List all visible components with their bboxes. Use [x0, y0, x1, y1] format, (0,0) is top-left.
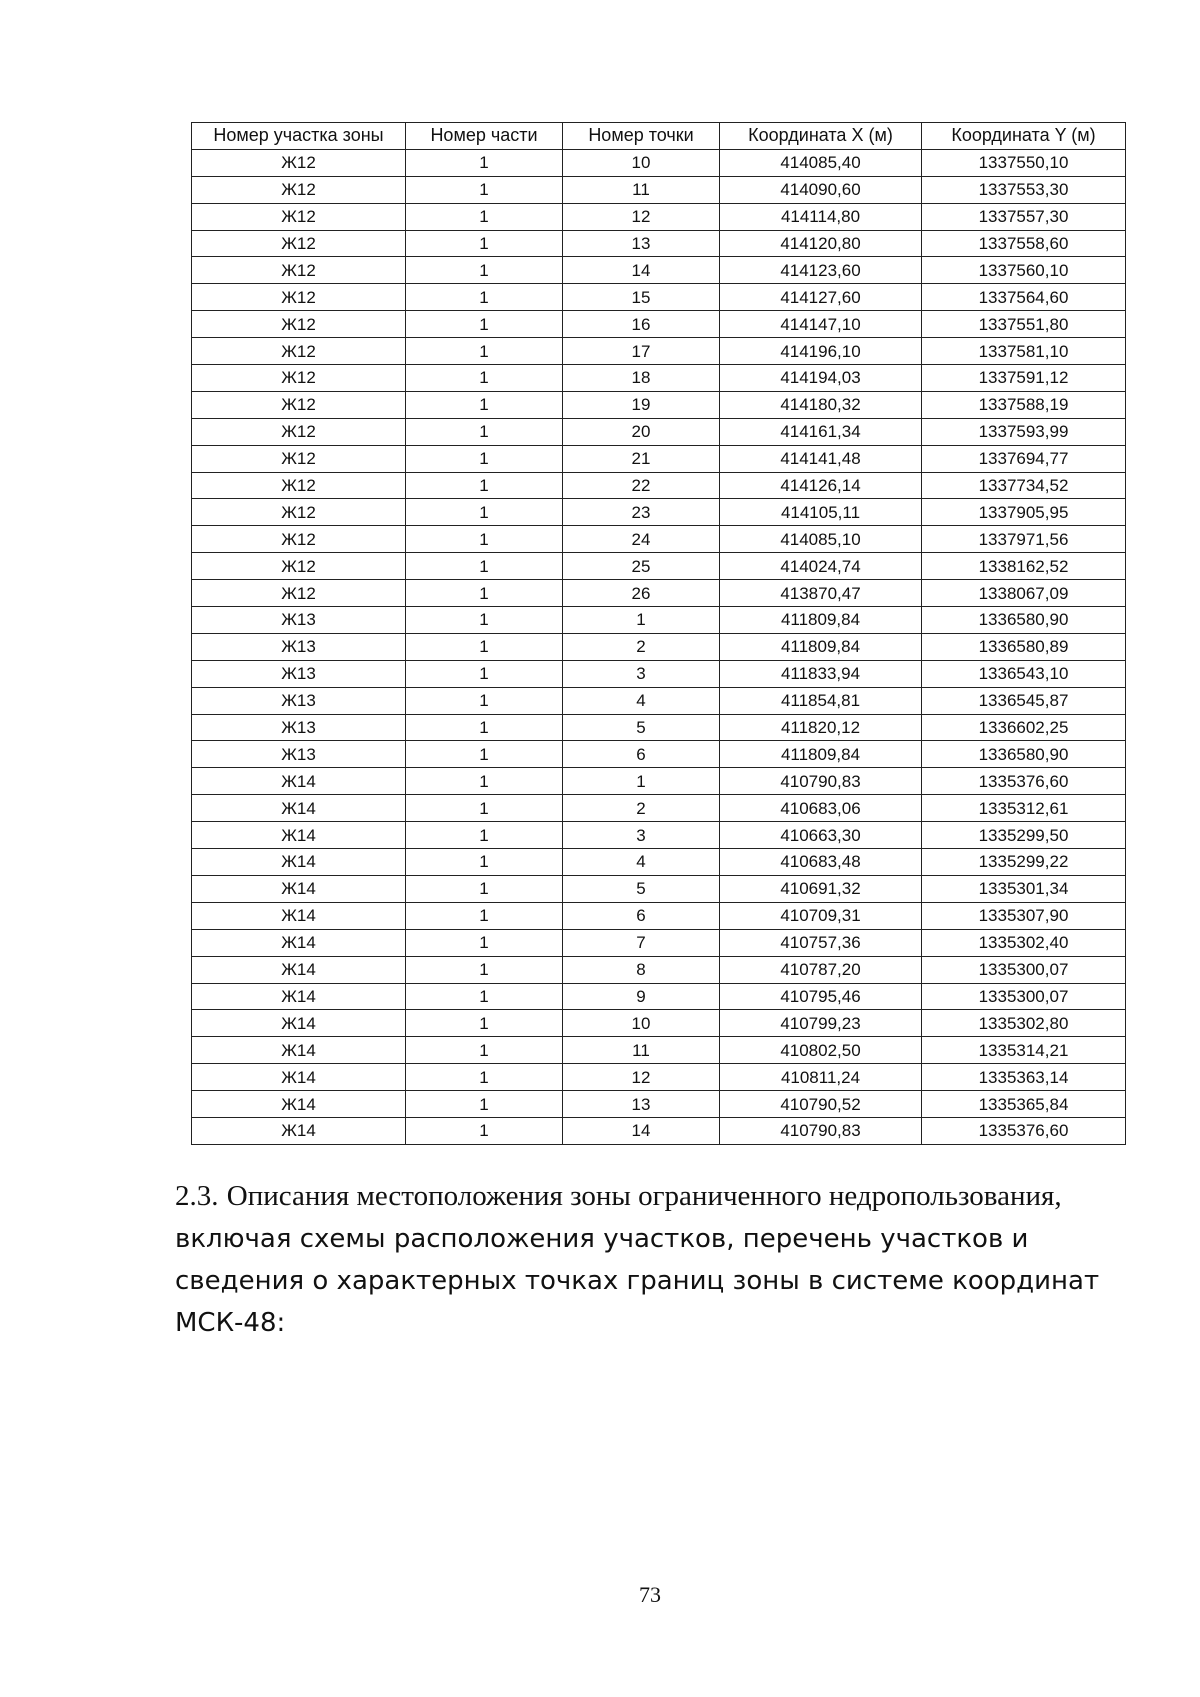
cell-coordinate-x: 410802,50: [720, 1037, 922, 1064]
cell-coordinate-y: 1336580,90: [922, 607, 1126, 634]
cell-coordinate-x: 410795,46: [720, 983, 922, 1010]
table-row: [192, 311, 1126, 338]
cell-part-number: 1: [406, 311, 563, 338]
cell-part-number: 1: [406, 1010, 563, 1037]
cell-zone-plot: Ж12: [192, 526, 406, 553]
cell-coordinate-x: 411809,84: [720, 741, 922, 768]
cell-part-number: 1: [406, 149, 563, 176]
coordinates-table: [191, 122, 1126, 1145]
cell-part-number: 1: [406, 607, 563, 634]
table-row: [192, 607, 1126, 634]
cell-part-number: 1: [406, 875, 563, 902]
cell-coordinate-y: 1337551,80: [922, 311, 1126, 338]
cell-zone-plot: Ж12: [192, 257, 406, 284]
cell-point-number: 1: [563, 607, 720, 634]
cell-part-number: 1: [406, 365, 563, 392]
cell-part-number: 1: [406, 849, 563, 876]
table-row: [192, 687, 1126, 714]
cell-point-number: 19: [563, 391, 720, 418]
table-row: [192, 176, 1126, 203]
cell-part-number: 1: [406, 768, 563, 795]
cell-coordinate-y: 1335365,84: [922, 1091, 1126, 1118]
cell-zone-plot: Ж13: [192, 607, 406, 634]
cell-part-number: 1: [406, 445, 563, 472]
cell-zone-plot: Ж12: [192, 365, 406, 392]
section-number: 2.3.: [175, 1180, 219, 1212]
table-row: [192, 499, 1126, 526]
cell-point-number: 9: [563, 983, 720, 1010]
cell-point-number: 2: [563, 795, 720, 822]
cell-coordinate-x: 411809,84: [720, 633, 922, 660]
cell-point-number: 13: [563, 1091, 720, 1118]
table-row: [192, 929, 1126, 956]
cell-point-number: 21: [563, 445, 720, 472]
cell-zone-plot: Ж12: [192, 311, 406, 338]
table-row: [192, 1064, 1126, 1091]
cell-part-number: 1: [406, 553, 563, 580]
table-row: [192, 768, 1126, 795]
cell-coordinate-y: 1337588,19: [922, 391, 1126, 418]
cell-coordinate-y: 1335299,50: [922, 822, 1126, 849]
cell-zone-plot: Ж12: [192, 580, 406, 607]
cell-coordinate-y: 1336580,89: [922, 633, 1126, 660]
cell-coordinate-x: 410790,52: [720, 1091, 922, 1118]
cell-coordinate-x: 414120,80: [720, 230, 922, 257]
cell-part-number: 1: [406, 983, 563, 1010]
table-row: [192, 1117, 1126, 1144]
table-row: [192, 902, 1126, 929]
cell-part-number: 1: [406, 714, 563, 741]
cell-point-number: 13: [563, 230, 720, 257]
cell-coordinate-x: 411854,81: [720, 687, 922, 714]
cell-zone-plot: Ж12: [192, 472, 406, 499]
cell-part-number: 1: [406, 1064, 563, 1091]
cell-coordinate-x: 410691,32: [720, 875, 922, 902]
table-row: [192, 580, 1126, 607]
cell-coordinate-y: 1335307,90: [922, 902, 1126, 929]
cell-point-number: 3: [563, 822, 720, 849]
cell-point-number: 2: [563, 633, 720, 660]
cell-point-number: 25: [563, 553, 720, 580]
cell-zone-plot: Ж14: [192, 1064, 406, 1091]
table-row: [192, 338, 1126, 365]
cell-zone-plot: Ж14: [192, 822, 406, 849]
header-coordinate-y: Координата Y (м): [922, 123, 1126, 150]
table-row: [192, 418, 1126, 445]
table-row: [192, 553, 1126, 580]
cell-coordinate-y: 1335376,60: [922, 1117, 1126, 1144]
cell-point-number: 5: [563, 875, 720, 902]
cell-part-number: 1: [406, 902, 563, 929]
cell-coordinate-y: 1335363,14: [922, 1064, 1126, 1091]
cell-coordinate-x: 410663,30: [720, 822, 922, 849]
header-coordinate-x: Координата X (м): [720, 123, 922, 150]
cell-part-number: 1: [406, 1091, 563, 1118]
cell-coordinate-x: 410790,83: [720, 768, 922, 795]
cell-coordinate-x: 414196,10: [720, 338, 922, 365]
cell-coordinate-x: 414141,48: [720, 445, 922, 472]
cell-coordinate-x: 414090,60: [720, 176, 922, 203]
cell-point-number: 4: [563, 687, 720, 714]
cell-coordinate-y: 1337591,12: [922, 365, 1126, 392]
table-row: [192, 660, 1126, 687]
header-zone-plot: Номер участка зоны: [192, 123, 406, 150]
cell-zone-plot: Ж12: [192, 203, 406, 230]
cell-part-number: 1: [406, 633, 563, 660]
cell-part-number: 1: [406, 795, 563, 822]
cell-part-number: 1: [406, 741, 563, 768]
cell-coordinate-x: 414161,34: [720, 418, 922, 445]
table-row: [192, 1010, 1126, 1037]
cell-point-number: 5: [563, 714, 720, 741]
cell-zone-plot: Ж14: [192, 1091, 406, 1118]
cell-coordinate-y: 1337553,30: [922, 176, 1126, 203]
cell-zone-plot: Ж12: [192, 338, 406, 365]
cell-point-number: 22: [563, 472, 720, 499]
cell-zone-plot: Ж12: [192, 149, 406, 176]
cell-coordinate-x: 411833,94: [720, 660, 922, 687]
cell-point-number: 4: [563, 849, 720, 876]
cell-part-number: 1: [406, 526, 563, 553]
table-body: [192, 149, 1126, 1144]
cell-part-number: 1: [406, 203, 563, 230]
table-row: [192, 1091, 1126, 1118]
table-row: [192, 714, 1126, 741]
table-row: [192, 795, 1126, 822]
cell-zone-plot: Ж13: [192, 633, 406, 660]
table-row: [192, 391, 1126, 418]
cell-point-number: 14: [563, 257, 720, 284]
table-row: [192, 741, 1126, 768]
cell-part-number: 1: [406, 472, 563, 499]
cell-point-number: 14: [563, 1117, 720, 1144]
cell-point-number: 6: [563, 902, 720, 929]
cell-coordinate-x: 414126,14: [720, 472, 922, 499]
cell-part-number: 1: [406, 822, 563, 849]
cell-part-number: 1: [406, 284, 563, 311]
section-heading-start: Описания местоположения зоны ограниченного недропользования,: [226, 1180, 1062, 1212]
cell-point-number: 11: [563, 176, 720, 203]
cell-point-number: 12: [563, 203, 720, 230]
table-row: [192, 849, 1126, 876]
cell-coordinate-y: 1336543,10: [922, 660, 1126, 687]
cell-coordinate-y: 1336602,25: [922, 714, 1126, 741]
cell-coordinate-x: 414180,32: [720, 391, 922, 418]
cell-zone-plot: Ж14: [192, 983, 406, 1010]
cell-zone-plot: Ж14: [192, 1117, 406, 1144]
cell-zone-plot: Ж14: [192, 875, 406, 902]
cell-zone-plot: Ж12: [192, 391, 406, 418]
cell-point-number: 16: [563, 311, 720, 338]
header-part-number: Номер части: [406, 123, 563, 150]
cell-part-number: 1: [406, 687, 563, 714]
cell-zone-plot: Ж13: [192, 687, 406, 714]
table-header-row: [192, 123, 1126, 150]
cell-coordinate-y: 1337905,95: [922, 499, 1126, 526]
table-row: [192, 956, 1126, 983]
cell-zone-plot: Ж13: [192, 714, 406, 741]
cell-zone-plot: Ж12: [192, 418, 406, 445]
cell-coordinate-x: 410811,24: [720, 1064, 922, 1091]
cell-coordinate-x: 414147,10: [720, 311, 922, 338]
cell-point-number: 17: [563, 338, 720, 365]
cell-coordinate-x: 414123,60: [720, 257, 922, 284]
cell-coordinate-x: 411809,84: [720, 607, 922, 634]
table-row: [192, 230, 1126, 257]
cell-coordinate-y: 1336545,87: [922, 687, 1126, 714]
cell-coordinate-y: 1335302,80: [922, 1010, 1126, 1037]
table-row: [192, 875, 1126, 902]
cell-coordinate-x: 410790,83: [720, 1117, 922, 1144]
cell-point-number: 3: [563, 660, 720, 687]
cell-zone-plot: Ж12: [192, 230, 406, 257]
cell-zone-plot: Ж13: [192, 660, 406, 687]
cell-coordinate-x: 410757,36: [720, 929, 922, 956]
cell-point-number: 1: [563, 768, 720, 795]
cell-coordinate-y: 1335301,34: [922, 875, 1126, 902]
cell-zone-plot: Ж12: [192, 553, 406, 580]
cell-coordinate-y: 1337581,10: [922, 338, 1126, 365]
cell-point-number: 24: [563, 526, 720, 553]
page-number: 73: [639, 1582, 661, 1607]
cell-coordinate-y: 1335312,61: [922, 795, 1126, 822]
cell-coordinate-x: 414105,11: [720, 499, 922, 526]
cell-part-number: 1: [406, 929, 563, 956]
table-row: [192, 1037, 1126, 1064]
cell-zone-plot: Ж12: [192, 176, 406, 203]
cell-zone-plot: Ж14: [192, 929, 406, 956]
cell-coordinate-y: 1337593,99: [922, 418, 1126, 445]
cell-coordinate-y: 1337560,10: [922, 257, 1126, 284]
cell-coordinate-y: 1337694,77: [922, 445, 1126, 472]
cell-part-number: 1: [406, 580, 563, 607]
cell-part-number: 1: [406, 257, 563, 284]
cell-point-number: 8: [563, 956, 720, 983]
cell-coordinate-x: 410683,48: [720, 849, 922, 876]
cell-zone-plot: Ж14: [192, 1010, 406, 1037]
cell-coordinate-y: 1335300,07: [922, 956, 1126, 983]
header-point-number: Номер точки: [563, 123, 720, 150]
section-heading-rest: включая схемы расположения участков, перечень участков и сведения о характерных точках границ зоны в системе координат МСК-48:: [175, 1224, 1100, 1338]
cell-part-number: 1: [406, 418, 563, 445]
cell-coordinate-x: 414194,03: [720, 365, 922, 392]
cell-point-number: 26: [563, 580, 720, 607]
table-row: [192, 149, 1126, 176]
cell-point-number: 10: [563, 149, 720, 176]
cell-part-number: 1: [406, 391, 563, 418]
cell-zone-plot: Ж14: [192, 956, 406, 983]
cell-coordinate-y: 1338162,52: [922, 553, 1126, 580]
cell-coordinate-y: 1337557,30: [922, 203, 1126, 230]
table-row: [192, 445, 1126, 472]
table-row: [192, 472, 1126, 499]
cell-point-number: 10: [563, 1010, 720, 1037]
cell-coordinate-x: 410799,23: [720, 1010, 922, 1037]
cell-point-number: 6: [563, 741, 720, 768]
cell-coordinate-x: 410787,20: [720, 956, 922, 983]
cell-zone-plot: Ж14: [192, 795, 406, 822]
cell-coordinate-x: 414085,40: [720, 149, 922, 176]
cell-coordinate-x: 414127,60: [720, 284, 922, 311]
cell-coordinate-x: 410683,06: [720, 795, 922, 822]
cell-coordinate-y: 1336580,90: [922, 741, 1126, 768]
table-row: [192, 633, 1126, 660]
table-row: [192, 822, 1126, 849]
cell-zone-plot: Ж12: [192, 499, 406, 526]
table-row: [192, 257, 1126, 284]
cell-coordinate-y: 1337550,10: [922, 149, 1126, 176]
cell-coordinate-y: 1337971,56: [922, 526, 1126, 553]
cell-point-number: 15: [563, 284, 720, 311]
table-row: [192, 983, 1126, 1010]
cell-coordinate-x: 414024,74: [720, 553, 922, 580]
table-row: [192, 284, 1126, 311]
cell-part-number: 1: [406, 338, 563, 365]
cell-zone-plot: Ж14: [192, 849, 406, 876]
cell-point-number: 11: [563, 1037, 720, 1064]
cell-part-number: 1: [406, 499, 563, 526]
table-row: [192, 365, 1126, 392]
cell-coordinate-y: 1338067,09: [922, 580, 1126, 607]
cell-coordinate-x: 413870,47: [720, 580, 922, 607]
cell-coordinate-y: 1337558,60: [922, 230, 1126, 257]
cell-part-number: 1: [406, 956, 563, 983]
table-row: [192, 203, 1126, 230]
cell-coordinate-x: 414114,80: [720, 203, 922, 230]
cell-coordinate-y: 1335314,21: [922, 1037, 1126, 1064]
cell-coordinate-y: 1335299,22: [922, 849, 1126, 876]
cell-coordinate-x: 414085,10: [720, 526, 922, 553]
cell-coordinate-y: 1335376,60: [922, 768, 1126, 795]
cell-coordinate-x: 411820,12: [720, 714, 922, 741]
cell-point-number: 7: [563, 929, 720, 956]
cell-part-number: 1: [406, 230, 563, 257]
cell-coordinate-y: 1337734,52: [922, 472, 1126, 499]
cell-point-number: 23: [563, 499, 720, 526]
cell-point-number: 20: [563, 418, 720, 445]
cell-zone-plot: Ж14: [192, 902, 406, 929]
cell-part-number: 1: [406, 1037, 563, 1064]
cell-zone-plot: Ж14: [192, 1037, 406, 1064]
cell-part-number: 1: [406, 1117, 563, 1144]
cell-coordinate-y: 1337564,60: [922, 284, 1126, 311]
cell-zone-plot: Ж12: [192, 284, 406, 311]
cell-zone-plot: Ж13: [192, 741, 406, 768]
cell-coordinate-x: 410709,31: [720, 902, 922, 929]
table-row: [192, 526, 1126, 553]
cell-zone-plot: Ж12: [192, 445, 406, 472]
cell-part-number: 1: [406, 176, 563, 203]
cell-zone-plot: Ж14: [192, 768, 406, 795]
cell-coordinate-y: 1335300,07: [922, 983, 1126, 1010]
section-paragraph: [175, 1175, 1115, 1344]
cell-point-number: 18: [563, 365, 720, 392]
cell-part-number: 1: [406, 660, 563, 687]
cell-point-number: 12: [563, 1064, 720, 1091]
cell-coordinate-y: 1335302,40: [922, 929, 1126, 956]
